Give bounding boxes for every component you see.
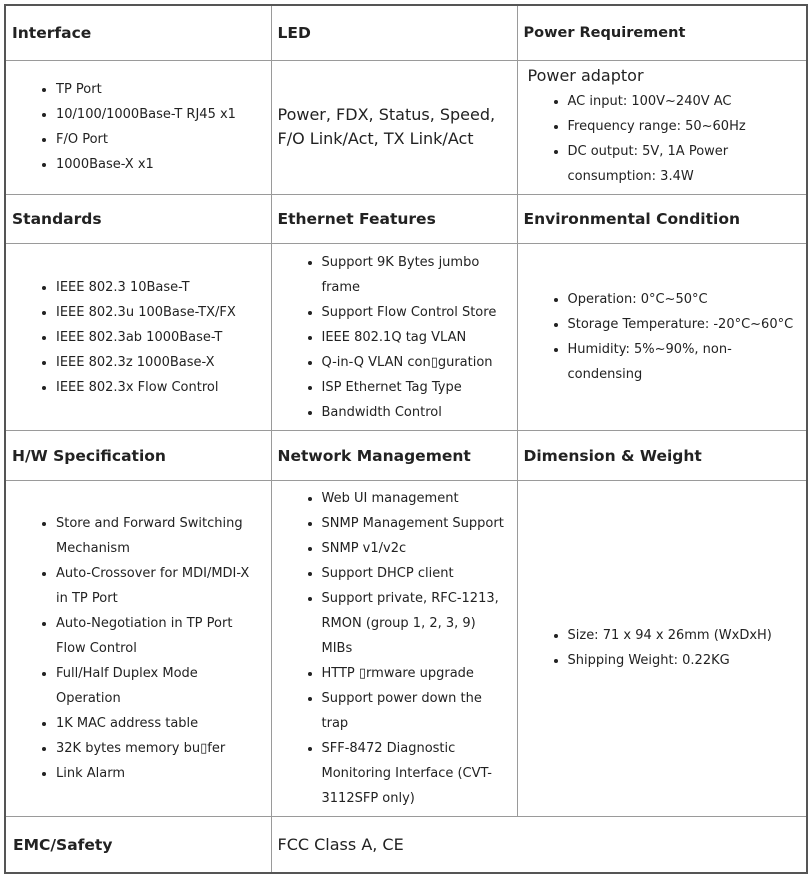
list-item: • IEEE 802.3u 100Base-TX/FX (56, 300, 265, 325)
list-item: • DC output: 5V, 1A Power consumption: 3.4W (568, 139, 801, 189)
header-ethernet: Ethernet Features (271, 194, 517, 243)
list-item: • 32K bytes memory bu▯fer (56, 736, 265, 761)
led-text: Power, FDX, Status, Speed, F/O Link/Act, TX Link/Act (277, 105, 496, 149)
list-item: • Frequency range: 50~60Hz (568, 114, 801, 139)
spec-table (4, 4, 808, 874)
list-item: • Shipping Weight: 0.22KG (568, 648, 801, 673)
list-item: • IEEE 802.1Q tag VLAN (322, 325, 511, 350)
list-item: • Full/Half Duplex Mode Operation (56, 661, 265, 711)
network-list (278, 486, 511, 811)
list-item: • Web UI management (322, 486, 511, 511)
list-item: • IEEE 802.3x Flow Control (56, 375, 265, 400)
power-label: Power adaptor (527, 66, 644, 86)
list-item: • Storage Temperature: -20°C~60°C (568, 312, 801, 337)
header-dimension: Dimension & Weight (517, 431, 807, 480)
list-item: • Support DHCP client (322, 561, 511, 586)
ethernet-cell (271, 244, 517, 431)
list-item: • F/O Port (56, 127, 265, 152)
list-item: • Store and Forward Switching Mechanism (56, 511, 265, 561)
hw-cell (5, 480, 271, 817)
list-item: • IEEE 802.3ab 1000Base-T (56, 325, 265, 350)
power-cell (517, 60, 807, 194)
header-environment: Environmental Condition (517, 194, 807, 243)
hw-list (12, 511, 265, 786)
list-item: • Size: 71 x 94 x 26mm (WxDxH) (568, 623, 801, 648)
emc-text: FCC Class A, CE (277, 834, 404, 854)
header-emc: EMC/Safety (5, 817, 271, 873)
led-cell (271, 60, 517, 194)
list-item: • Bandwidth Control (322, 400, 511, 425)
dimension-list (524, 623, 801, 673)
header-row (5, 5, 807, 60)
header-network: Network Management (271, 431, 517, 480)
standards-list (12, 275, 265, 400)
header-row (5, 194, 807, 243)
standards-cell (5, 244, 271, 431)
list-item: • Link Alarm (56, 761, 265, 786)
header-interface: Interface (5, 5, 271, 60)
list-item: • IEEE 802.3z 1000Base-X (56, 350, 265, 375)
interface-list (12, 77, 265, 177)
power-list (524, 89, 801, 189)
content-row (5, 60, 807, 194)
list-item: • Support power down the trap (322, 686, 511, 736)
list-item: • 1000Base-X x1 (56, 152, 265, 177)
list-item: • Auto-Negotiation in TP Port Flow Control (56, 611, 265, 661)
list-item: • Operation: 0°C~50°C (568, 287, 801, 312)
list-item: • IEEE 802.3 10Base-T (56, 275, 265, 300)
emc-cell (271, 817, 807, 873)
header-led: LED (271, 5, 517, 60)
list-item: • 1K MAC address table (56, 711, 265, 736)
list-item: • SNMP Management Support (322, 511, 511, 536)
content-row (5, 244, 807, 431)
list-item: • Humidity: 5%~90%, non-condensing (568, 337, 801, 387)
list-item: • SFF-8472 Diagnostic Monitoring Interface (CVT-3112SFP only) (322, 736, 511, 811)
list-item: • HTTP ▯rmware upgrade (322, 661, 511, 686)
content-row (5, 480, 807, 817)
dimension-cell (517, 480, 807, 817)
list-item: • Auto-Crossover for MDI/MDI-X in TP Port (56, 561, 265, 611)
header-power: Power Requirement (517, 5, 807, 60)
header-hw: H/W Specification (5, 431, 271, 480)
list-item: • Support Flow Control Store (322, 300, 511, 325)
list-item: • Q-in-Q VLAN con▯guration (322, 350, 511, 375)
list-item: • Support 9K Bytes jumbo frame (322, 250, 511, 300)
environment-list (524, 287, 801, 387)
list-item: • 10/100/1000Base-T RJ45 x1 (56, 102, 265, 127)
network-cell (271, 480, 517, 817)
list-item: • TP Port (56, 77, 265, 102)
interface-cell (5, 60, 271, 194)
list-item: • AC input: 100V~240V AC (568, 89, 801, 114)
emc-row (5, 817, 807, 873)
header-standards: Standards (5, 194, 271, 243)
header-row (5, 431, 807, 480)
ethernet-list (278, 250, 511, 425)
list-item: • Support private, RFC-1213, RMON (group 1, 2, 3, 9) MIBs (322, 586, 511, 661)
list-item: • SNMP v1/v2c (322, 536, 511, 561)
environment-cell (517, 244, 807, 431)
list-item: • ISP Ethernet Tag Type (322, 375, 511, 400)
